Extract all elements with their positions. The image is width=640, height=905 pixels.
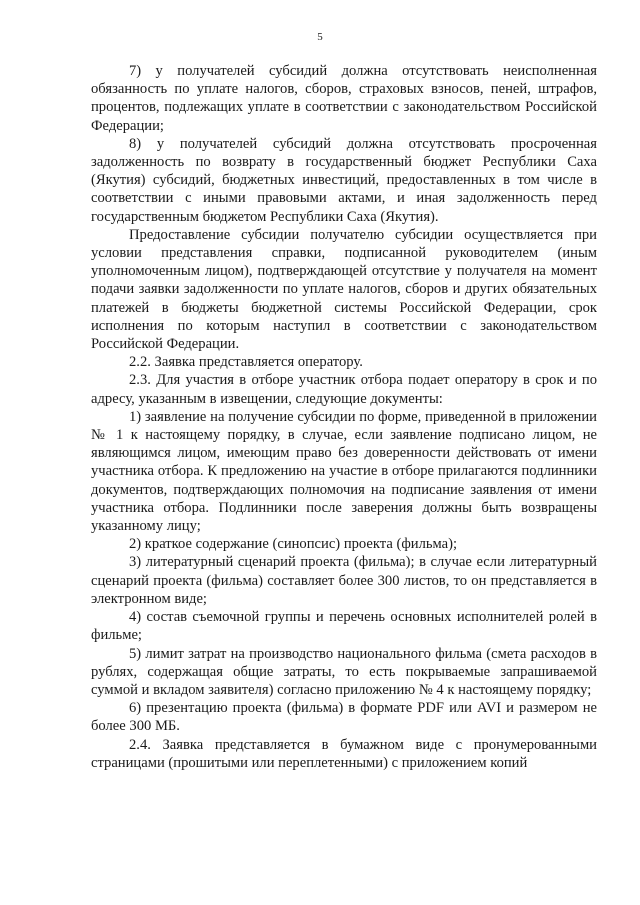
page-number: 5 xyxy=(317,31,323,43)
paragraph-2-3: 2.3. Для участия в отборе участник отбора подает оператору в срок и по адресу, указанным в извещении, следующие документы: xyxy=(91,372,597,407)
paragraph-certificate-condition: Предоставление субсидии получателю субсидии осуществляется при условии представления справки, подписанной руководителем (иным уполномоченным лицом), подтверждающей отсутствие у получателя на момент подачи заявки задолженности по уплате налогов, сборов и других обязательных платежей в бюджеты бюджетной системы Российской Федерации, срок исполнения по которым наступил в соответствии с законодательством Российской Федерации. xyxy=(91,226,597,353)
list-item-6: 6) презентацию проекта (фильма) в формате PDF или AVI и размером не более 300 МБ. xyxy=(91,700,597,735)
paragraph-item-8: 8) у получателей субсидий должна отсутствовать просроченная задолженность по возврату в государственный бюджет Республики Саха (Якутия) субсидий, бюджетных инвестиций, предоставленных в том числе в соответствии с иными правовыми актами, и иная задолженность перед государственным бюджетом Республики Саха (Якутия). xyxy=(91,135,597,225)
paragraph-2-2: 2.2. Заявка представляется оператору. xyxy=(129,354,363,371)
document-body xyxy=(91,62,597,772)
list-item-3: 3) литературный сценарий проекта (фильма); в случае если литературный сценарий проекта (фильма) составляет более 300 листов, то он представляется в электронном виде; xyxy=(91,554,597,607)
list-item-1: 1) заявление на получение субсидии по форме, приведенной в приложении № 1 к настоящему порядку, в случае, если заявление подписано лицом, не являющимся лицом, имеющим право без доверенности действовать от имени участника отбора. К предложению на участие в отборе прилагаются подлинники документов, подтверждающих полномочия на подписание заявления от имени участника отбора. Подлинники после заверения должны быть возвращены указанному лицу; xyxy=(91,408,597,535)
paragraph-item-7: 7) у получателей субсидий должна отсутствовать неисполненная обязанность по уплате налогов, сборов, страховых взносов, пеней, штрафов, процентов, подлежащих уплате в соответствии с законодательством Российской Федерации; xyxy=(91,63,597,134)
list-item-4: 4) состав съемочной группы и перечень основных исполнителей ролей в фильме; xyxy=(91,609,597,644)
paragraph-2-4: 2.4. Заявка представляется в бумажном виде с пронумерованными страницами (прошитыми или переплетенными) с приложением копий xyxy=(91,736,597,771)
list-item-5: 5) лимит затрат на производство национального фильма (смета расходов в рублях, содержащая общие затраты, то есть покрываемые запрашиваемой суммой и вкладом заявителя) согласно приложению № 4 к настоящему порядку; xyxy=(91,645,597,698)
list-item-2: 2) краткое содержание (синопсис) проекта (фильма); xyxy=(129,536,458,553)
